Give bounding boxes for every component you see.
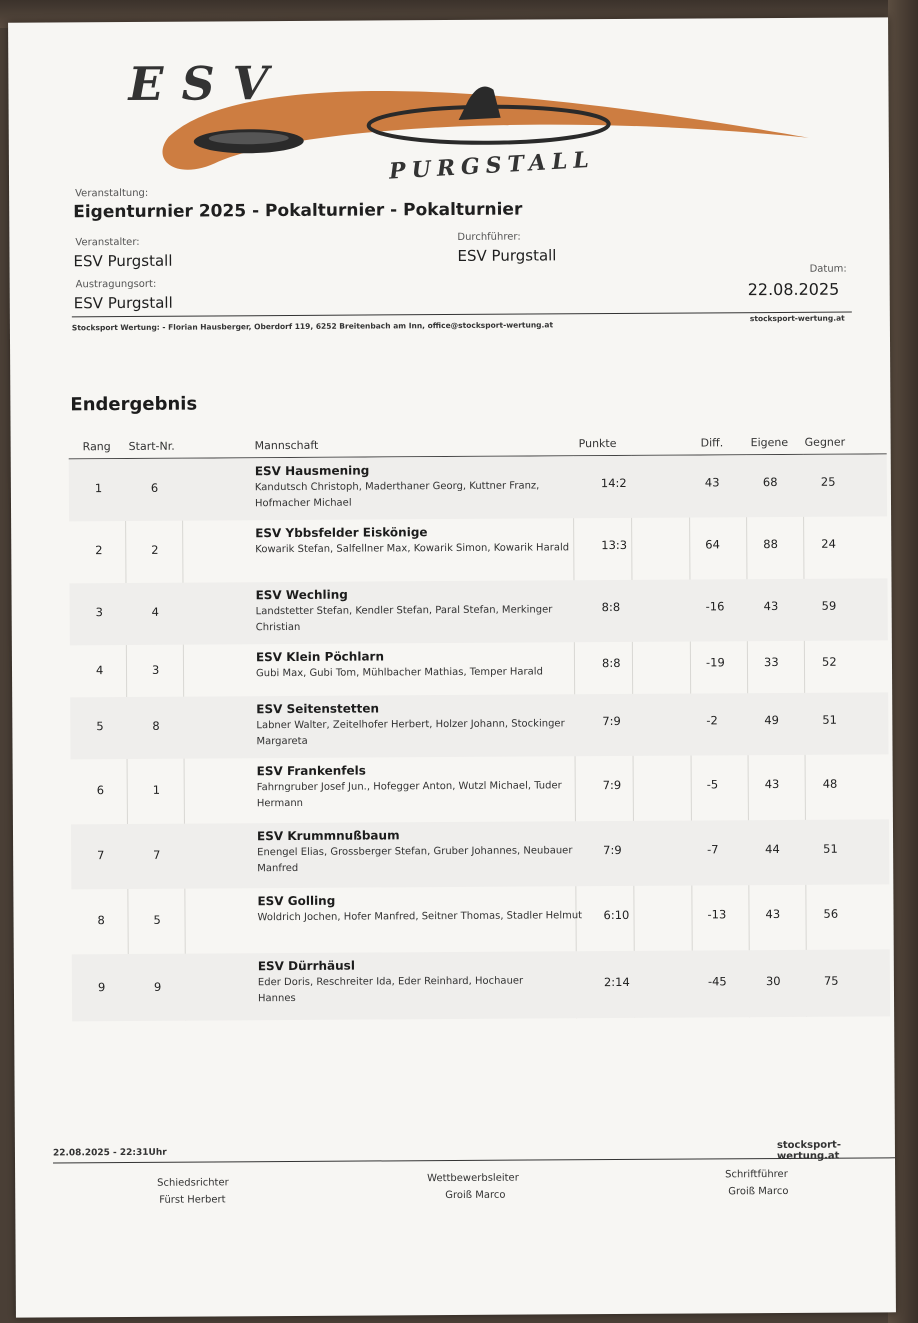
row-team: ESV Hausmening — [254, 463, 370, 479]
row-own: 43 — [763, 599, 779, 614]
row-players: Landstetter Stefan, Kendler Stefan, Paral Stefan, Merkinger Christian — [255, 604, 553, 634]
row-diff: -19 — [705, 655, 725, 670]
event-label: Veranstaltung: — [75, 187, 149, 200]
row-diff: 64 — [705, 537, 720, 552]
col-opp: Gegner — [804, 435, 846, 449]
club-logo — [108, 38, 829, 192]
col-diff: Diff. — [700, 436, 724, 450]
row-points: 6:10 — [603, 907, 630, 923]
row-start: 4 — [151, 604, 160, 619]
row-points: 13:3 — [601, 537, 628, 553]
row-opp: 75 — [823, 973, 839, 988]
row-points: 7:9 — [603, 842, 622, 858]
row-team: ESV Klein Pöchlarn — [255, 649, 385, 665]
row-own: 43 — [765, 907, 781, 922]
col-own: Eigene — [750, 435, 789, 450]
col-start: Start-Nr. — [128, 439, 175, 453]
row-points: 8:8 — [601, 655, 621, 671]
row-team: ESV Seitenstetten — [256, 701, 380, 717]
venue-value: ESV Purgstall — [73, 293, 173, 313]
row-players: Eder Doris, Reschreiter Ida, Eder Reinhard, Hochauer Hannes — [257, 975, 524, 1005]
footer-site: stocksport-wertung.at — [776, 1139, 841, 1163]
row-rank: 5 — [96, 719, 104, 734]
row-rank: 4 — [95, 663, 104, 678]
director-name: Groiß Marco — [445, 1189, 506, 1202]
row-rank: 1 — [94, 481, 103, 496]
row-opp: 51 — [822, 712, 838, 727]
col-rank: Rang — [82, 440, 111, 454]
row-start: 3 — [151, 662, 160, 677]
row-players: Enengel Elias, Grossberger Stefan, Gruber Johannes, Neubauer Manfred — [257, 845, 573, 875]
table-row — [71, 884, 889, 954]
row-own: 33 — [763, 655, 779, 670]
row-opp: 25 — [820, 474, 836, 489]
row-start: 1 — [152, 782, 161, 797]
row-players: Woldrich Jochen, Hofer Manfred, Seitner Thomas, Stadler Helmut — [257, 910, 583, 924]
event-title: Eigenturnier 2025 - Pokalturnier - Pokalturnier — [73, 199, 523, 223]
table-row — [71, 819, 889, 889]
row-own: 49 — [764, 713, 780, 728]
row-diff: 43 — [704, 475, 720, 490]
table-row — [69, 454, 887, 521]
row-points: 7:9 — [602, 777, 622, 793]
row-team: ESV Wechling — [255, 587, 348, 603]
row-own: 44 — [765, 842, 780, 857]
row-team: ESV Golling — [257, 893, 336, 909]
row-points: 2:14 — [603, 974, 630, 990]
row-start: 5 — [153, 912, 161, 927]
row-start: 6 — [150, 480, 159, 495]
row-rank: 3 — [95, 605, 104, 620]
table-row — [69, 578, 887, 645]
result-sheet — [8, 17, 896, 1317]
date-label: Datum: — [809, 263, 847, 275]
row-players: Labner Walter, Zeitelhofer Herbert, Holzer Johann, Stockinger Margareta — [256, 718, 565, 748]
row-diff: -7 — [707, 842, 719, 857]
row-points: 8:8 — [601, 599, 621, 615]
row-rank: 8 — [97, 913, 105, 928]
table-row — [70, 692, 888, 759]
row-start: 8 — [152, 718, 160, 733]
logo-text-purgstall: PURGSTALL — [388, 146, 596, 185]
table-row — [72, 949, 890, 1021]
executor-label: Durchführer: — [457, 231, 521, 243]
credit-site: stocksport-wertung.at — [749, 313, 845, 324]
row-opp: 52 — [821, 654, 837, 669]
footer-divider — [53, 1157, 895, 1163]
row-own: 30 — [765, 973, 781, 989]
row-own: 43 — [764, 777, 780, 792]
row-opp: 24 — [821, 536, 836, 551]
referee-label: Schiedsrichter — [157, 1177, 229, 1189]
row-diff: -45 — [707, 974, 727, 989]
row-rank: 9 — [97, 980, 106, 995]
row-start: 9 — [153, 979, 162, 994]
secretary-name: Groiß Marco — [728, 1185, 789, 1198]
row-players: Kowarik Stefan, Salfellner Max, Kowarik Simon, Kowarik Harald — [255, 542, 570, 556]
row-opp: 51 — [823, 841, 838, 856]
row-team: ESV Frankenfels — [256, 763, 366, 779]
row-start: 7 — [153, 847, 161, 862]
venue-label: Austragungsort: — [75, 278, 157, 291]
table-row — [70, 640, 888, 697]
secretary-label: Schriftführer — [725, 1168, 788, 1181]
row-opp: 48 — [822, 776, 838, 791]
row-diff: -2 — [706, 713, 718, 728]
logo-text-esv: ESV — [128, 56, 287, 111]
row-players: Kandutsch Christoph, Maderthaner Georg, Kuttner Franz, Hofmacher Michael — [254, 480, 540, 510]
row-team: ESV Ybbsfelder Eiskönige — [255, 525, 428, 541]
row-points: 14:2 — [600, 475, 627, 491]
row-opp: 59 — [821, 598, 837, 613]
row-rank: 6 — [96, 783, 105, 798]
organizer-label: Veranstalter: — [75, 236, 140, 249]
row-diff: -5 — [706, 777, 719, 792]
table-row — [69, 516, 887, 583]
row-points: 7:9 — [602, 713, 621, 729]
row-players: Gubi Max, Gubi Tom, Mühlbacher Mathias, Temper Harald — [256, 666, 543, 680]
row-rank: 2 — [95, 543, 103, 558]
col-points: Punkte — [578, 436, 617, 451]
executor-value: ESV Purgstall — [457, 246, 557, 265]
row-start: 2 — [151, 542, 159, 557]
date-value: 22.08.2025 — [747, 279, 840, 300]
row-rank: 7 — [97, 848, 105, 863]
organizer-value: ESV Purgstall — [73, 251, 173, 271]
referee-name: Fürst Herbert — [159, 1194, 226, 1206]
footer-timestamp: 22.08.2025 - 22:31Uhr — [52, 1147, 167, 1159]
row-own: 68 — [762, 475, 778, 490]
row-team: ESV Krummnußbaum — [256, 828, 400, 844]
table-row — [71, 754, 889, 824]
row-opp: 56 — [823, 906, 839, 921]
header-divider — [72, 312, 852, 318]
row-players: Fahrngruber Josef Jun., Hofegger Anton, Wutzl Michael, Tuder Hermann — [256, 780, 562, 810]
results-title: Endergebnis — [70, 393, 198, 416]
credit-line: Stocksport Wertung: - Florian Hausberger, Oberdorf 119, 6252 Breitenbach am Inn, office@stocksport-wertung.at — [71, 320, 554, 333]
row-diff: -13 — [707, 907, 727, 922]
row-team: ESV Dürrhäusl — [257, 958, 355, 974]
col-team: Mannschaft — [254, 438, 319, 453]
director-label: Wettbewerbsleiter — [427, 1172, 519, 1185]
row-diff: -16 — [705, 599, 725, 614]
row-own: 88 — [763, 537, 778, 552]
